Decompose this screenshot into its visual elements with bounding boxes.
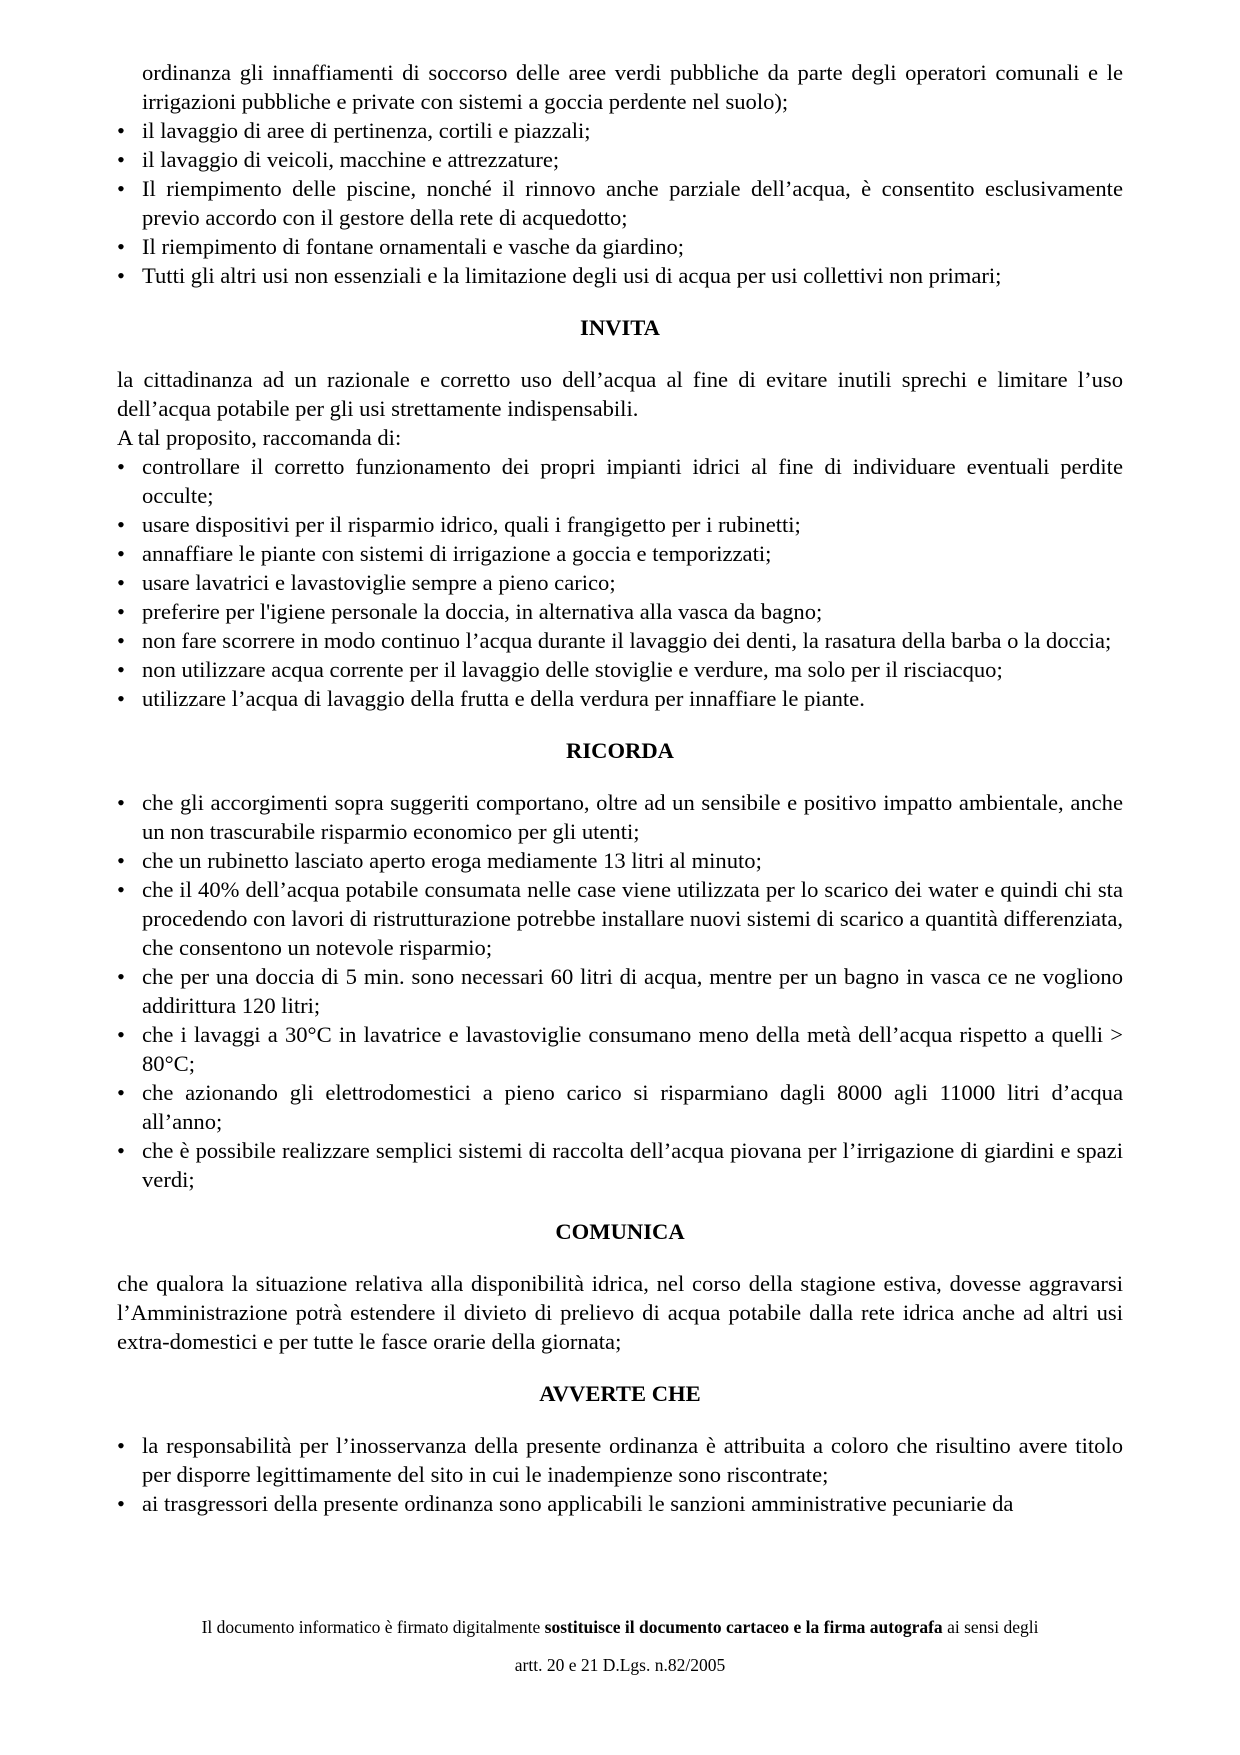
invita-lead: A tal proposito, raccomanda di: [117,425,402,450]
list-item: • Il riempimento delle piscine, nonché il rinnovo anche parziale dell’acqua, è consentito esclusivamente previo accordo con il gestore della rete di acquedotto; [117,174,1123,232]
footer-line-1 [117,1608,1123,1646]
list-item: • non fare scorrere in modo continuo l’acqua durante il lavaggio dei denti, la rasatura della barba o la doccia; [117,626,1123,655]
heading-ricorda: RICORDA [566,738,674,763]
intro-list [117,116,1123,290]
list-item: • il lavaggio di veicoli, macchine e attrezzature; [117,145,1123,174]
footer-line-2: artt. 20 e 21 D.Lgs. n.82/2005 [514,1655,726,1675]
list-item: • usare lavatrici e lavastoviglie sempre a pieno carico; [117,568,1123,597]
list-item: • che per una doccia di 5 min. sono necessari 60 litri di acqua, mentre per un bagno in vasca ce ne vogliono addirittura 120 litri; [117,962,1123,1020]
list-item: • utilizzare l’acqua di lavaggio della frutta e della verdura per innaffiare le piante. [117,684,1123,713]
list-item: • non utilizzare acqua corrente per il lavaggio delle stoviglie e verdure, ma solo per il risciacquo; [117,655,1123,684]
footer-note [117,1608,1123,1684]
ricorda-list [117,788,1123,1194]
list-item: • che azionando gli elettrodomestici a pieno carico si risparmiano dagli 8000 agli 11000 litri d’acqua all’anno; [117,1078,1123,1136]
avverte-list [117,1431,1123,1518]
heading-comunica: COMUNICA [555,1219,685,1244]
heading-invita: INVITA [580,315,660,340]
intro-continuation: ordinanza gli innaffiamenti di soccorso delle aree verdi pubbliche da parte degli operatori comunali e le irrigazioni pubbliche e private con sistemi a goccia perdente nel suolo); [142,60,1123,114]
list-item: • usare dispositivi per il risparmio idrico, quali i frangigetto per i rubinetti; [117,510,1123,539]
footer-bold-text: sostituisce il documento cartaceo e la firma autografa [544,1617,943,1637]
invita-list [117,452,1123,713]
list-item: • che i lavaggi a 30°C in lavatrice e lavastoviglie consumano meno della metà dell’acqua rispetto a quelli > 80°C; [117,1020,1123,1078]
list-item: • preferire per l'igiene personale la doccia, in alternativa alla vasca da bagno; [117,597,1123,626]
document-body [117,58,1123,1518]
list-item: • che è possibile realizzare semplici sistemi di raccolta dell’acqua piovana per l’irrigazione di giardini e spazi verdi; [117,1136,1123,1194]
list-item: • ai trasgressori della presente ordinanza sono applicabili le sanzioni amministrative pecuniarie da [117,1489,1123,1518]
comunica-paragraph: che qualora la situazione relativa alla disponibilità idrica, nel corso della stagione estiva, dovesse aggravarsi l’Amministrazione potrà estendere il divieto di prelievo di acqua potabile dalla rete idrica anche ad altri usi extra-domestici e per tutte le fasce orarie della giornata; [117,1271,1123,1354]
list-item: • che il 40% dell’acqua potabile consumata nelle case viene utilizzata per lo scarico dei water e quindi chi sta procedendo con lavori di ristrutturazione potrebbe installare nuovi sistemi di scarico a quantità differenziata, che consentono un notevole risparmio; [117,875,1123,962]
footer-text-1: Il documento informatico è firmato digitalmente [201,1617,545,1637]
heading-avverte: AVVERTE CHE [539,1381,701,1406]
list-item: • Il riempimento di fontane ornamentali e vasche da giardino; [117,232,1123,261]
list-item: • che un rubinetto lasciato aperto eroga mediamente 13 litri al minuto; [117,846,1123,875]
list-item: • il lavaggio di aree di pertinenza, cortili e piazzali; [117,116,1123,145]
list-item: • Tutti gli altri usi non essenziali e la limitazione degli usi di acqua per usi collettivi non primari; [117,261,1123,290]
list-item: • la responsabilità per l’inosservanza della presente ordinanza è attribuita a coloro che risultino avere titolo per disporre legittimamente del sito in cui le inadempienze sono riscontrate; [117,1431,1123,1489]
list-item: • che gli accorgimenti sopra suggeriti comportano, oltre ad un sensibile e positivo impatto ambientale, anche un non trascurabile risparmio economico per gli utenti; [117,788,1123,846]
list-item: • annaffiare le piante con sistemi di irrigazione a goccia e temporizzati; [117,539,1123,568]
footer-text-2: ai sensi degli [942,1617,1039,1637]
list-item: • controllare il corretto funzionamento dei propri impianti idrici al fine di individuare eventuali perdite occulte; [117,452,1123,510]
invita-paragraph: la cittadinanza ad un razionale e corretto uso dell’acqua al fine di evitare inutili sprechi e limitare l’uso dell’acqua potabile per gli usi strettamente indispensabili. [117,367,1123,421]
